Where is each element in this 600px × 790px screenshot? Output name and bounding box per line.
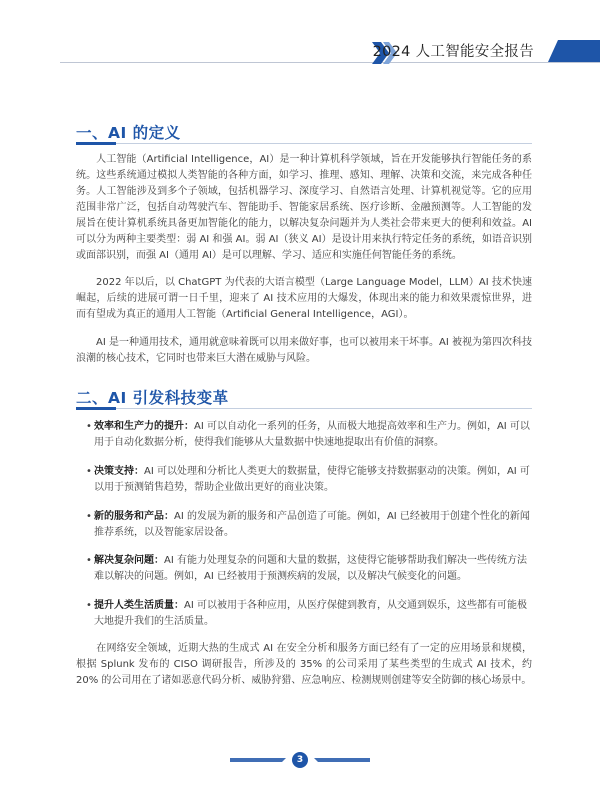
page-number: 3 (292, 752, 308, 768)
header-accent-bar (548, 40, 600, 62)
section-underline (76, 143, 532, 144)
paragraph: AI 是一种通用技术，通用就意味着既可以用来做好事，也可以被用来干坏事。AI 被视为第四次科技浪潮的核心技术，它同时也带来巨大潜在威胁与风险。 (76, 337, 532, 364)
paragraph: 人工智能（Artificial Intelligence，AI）是一种计算机科学领域，旨在开发能够执行智能任务的系统。这些系统通过模拟人类智能的各种方面，如学习、推理、感知、理解、决策和交流，来完成各种任务。人工智能涉及到多个子领域，包括机器学习、深度学习、自然语言处理、计算机视觉等。它的应用范围非常广泛，包括自动驾驶汽车、智能助手、智能家居系统、医疗诊断、金融预测等。人工智能的发展旨在使计算机系统具备更加智能化的能力，以解决复杂问题并为人类社会带来更大的便利和效益。AI 可以分为两种主要类型：弱 AI 和强 AI。弱 AI（狭义 AI）是设计用来执行特定任务的系统，如语音识别或面部识别，而强 AI（通用 AI）是可以理解、学习、适应和实施任何智能任务的系统。 (76, 154, 532, 261)
section-title: 二、AI 引发科技变革 (76, 389, 229, 407)
section-underline (76, 408, 532, 409)
section-title: 一、AI 的定义 (76, 124, 181, 142)
bullet-dot-icon: • (86, 466, 92, 477)
bullet-item: • 新的服务和产品：AI 的发展为新的服务和产品创造了可能。例如，AI 已经被用于创建个性化的新闻推荐系统，以及智能家居设备。 (86, 511, 530, 538)
bullet-dot-icon: • (86, 600, 92, 611)
bullet-dot-icon: • (86, 555, 92, 566)
section-underline-accent (76, 142, 116, 145)
header-rule (60, 62, 600, 63)
bullet-item: • 效率和生产力的提升：AI 可以自动化一系列的任务，从而极大地提高效率和生产力。例如，AI 可以用于自动化数据分析，使得我们能够从大量数据中快速地提取出有价值的洞察。 (86, 421, 530, 448)
bullet-item: • 提升人类生活质量：AI 可以被用于各种应用，从医疗保健到教育，从交通到娱乐，这些都有可能极大地提升我们的生活质量。 (86, 600, 527, 627)
header-title: 2024 人工智能安全报告 (372, 44, 534, 60)
paragraph: 在网络安全领域，近期大热的生成式 AI 在安全分析和服务方面已经有了一定的应用场景和规模，根据 Splunk 发布的 CISO 调研报告，所涉及的 35% 的公司采用了某些类型的生成式 AI 技术，约 20% 的公司用在了诸如恶意代码分析、威胁狩猎、应急响应、检测规则创建等安全防御的核心场景中。 (76, 643, 532, 686)
bullet-dot-icon: • (86, 511, 92, 522)
bullet-dot-icon: • (86, 421, 92, 432)
section-underline-accent (76, 407, 116, 410)
bullet-item: • 解决复杂问题：AI 有能力处理复杂的问题和大量的数据，这使得它能够帮助我们解决一些传统方法难以解决的问题。例如，AI 已经被用于预测疾病的发展，以及解决气候变化的问题。 (86, 555, 527, 582)
paragraph: 2022 年以后，以 ChatGPT 为代表的大语言模型（Large Language Model，LLM）AI 技术快速崛起，后续的进展可谓一日千里，迎来了 AI 技术应用的大爆发，体现出来的能力和效果震惊世界，进而有望成为真正的通用人工智能（Artificial General Intelligence，AGI）。 (76, 277, 532, 320)
bullet-item: • 决策支持：AI 可以处理和分析比人类更大的数据量，使得它能够支持数据驱动的决策。例如，AI 可以用于预测销售趋势，帮助企业做出更好的商业决策。 (86, 466, 530, 493)
